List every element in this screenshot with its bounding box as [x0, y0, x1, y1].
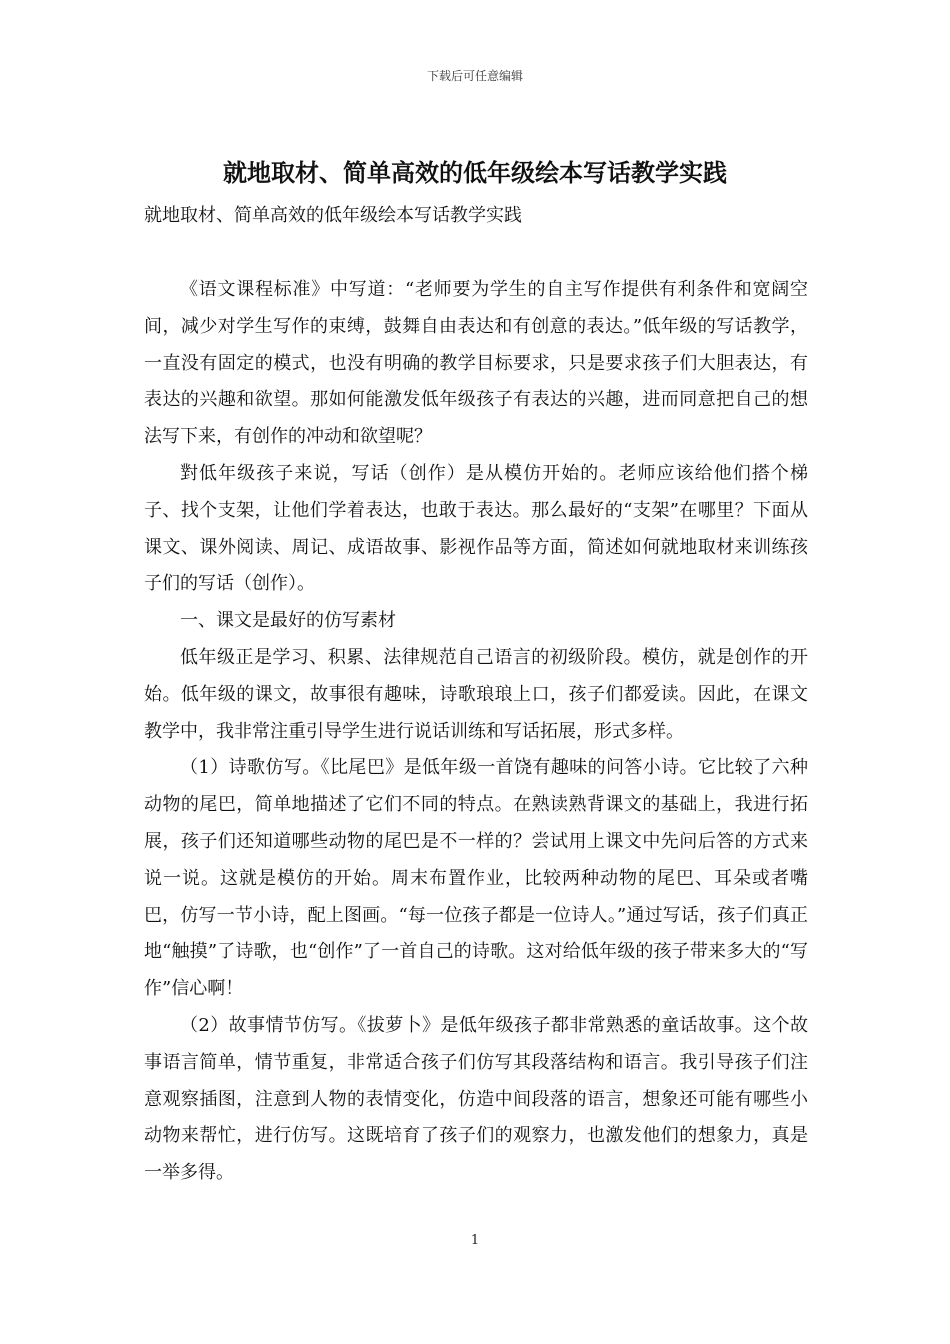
page-header: 下载后可任意编辑: [426, 69, 523, 83]
document-title: 就地取材、简单高效的低年级绘本写话教学实践: [223, 159, 727, 187]
paragraph-intro: 《语文课程标准》中写道：“老师要为学生的自主写作提供有利条件和宽阔空间，减少对学生写作的束缚，鼓舞自由表达和有创意的表达。”低年级的写话教学，一直没有固定的模式，也没有明确的教学目标要求，只是要求孩子们大胆表达，有表达的兴趣和欲望。那如何能激发低年级孩子有表达的兴趣，进而同意把自己的想法写下来，有创作的冲动和欲望呢？: [144, 279, 808, 448]
section-heading-1: 一、课文是最好的仿写素材: [180, 610, 396, 632]
paragraph-scaffold: 對低年级孩子来说，写话（创作）是从模仿开始的。老师应该给他们搭个梯子、找个支架，让他们学着表达，也敢于表达。那么最好的“支架”在哪里？下面从课文、课外阅读、周记、成语故事、影视作品等方面，简述如何就地取材来训练孩子们的写话（创作）。: [144, 462, 808, 595]
document-body: [144, 272, 808, 1192]
page-number: 1: [470, 1233, 480, 1248]
paragraph-story-imitation: （2）故事情节仿写。《拔萝卜》是低年级孩子都非常熟悉的童话故事。这个故事语言简单，情节重复，非常适合孩子们仿写其段落结构和语言。我引导孩子们注意观察插图，注意到人物的表情变化，仿造中间段落的语言，想象还可能有哪些小动物来帮忙，进行仿写。这既培育了孩子们的观察力，也激发他们的想象力，真是一举多得。: [144, 1014, 808, 1184]
paragraph-section-1: 低年级正是学习、积累、法律规范自己语言的初级阶段。模仿，就是创作的开始。低年级的课文，故事很有趣味，诗歌琅琅上口，孩子们都爱读。因此，在课文教学中，我非常注重引导学生进行说话训练和写话拓展，形式多样。: [144, 646, 808, 742]
document-subtitle: 就地取材、简单高效的低年级绘本写话教学实践: [144, 205, 522, 226]
paragraph-poem-imitation: （1）诗歌仿写。《比尾巴》是低年级一首饶有趣味的问答小诗。它比较了六种动物的尾巴，简单地描述了它们不同的特点。在熟读熟背课文的基础上，我进行拓展，孩子们还知道哪些动物的尾巴是不一样的？尝试用上课文中先问后答的方式来说一说。这就是模仿的开始。周末布置作业，比较两种动物的尾巴、耳朵或者嘴巴，仿写一节小诗，配上图画。“每一位孩子都是一位诗人。”通过写话，孩子们真正地“触摸”了诗歌，也“创作”了一首自己的诗歌。这对给低年级的孩子带来多大的“写作”信心啊！: [144, 757, 808, 1000]
